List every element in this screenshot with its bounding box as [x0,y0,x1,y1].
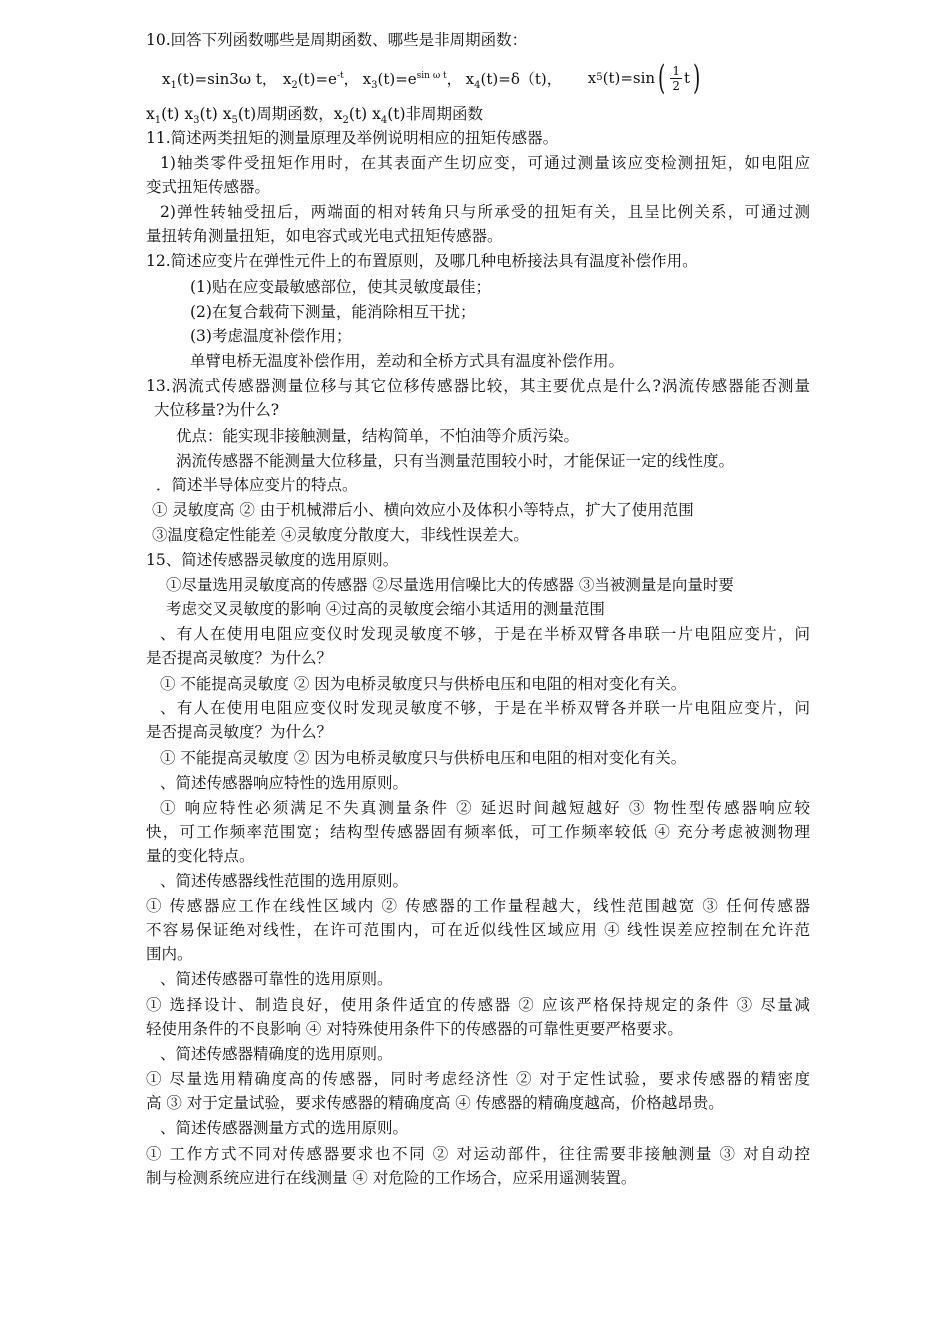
text-line: 、简述传感器可靠性的选用原则。 [160,970,393,988]
text-line: 是否提高灵敏度？为什么？ [146,723,333,741]
text-line: ① 尽量选用精确度高的传感器，同时考虑经济性 ② 对于定性试验，要求传感器的精密度 [146,1070,810,1088]
text-line: 不容易保证绝对线性，在许可范围内，可在近似线性区域应用 ④ 线性误差应控制在允许范 [146,921,810,939]
text-line: ① 不能提高灵敏度 ② 因为电桥灵敏度只与供桥电压和电阻的相对变化有关。 [160,675,687,693]
text-line: 制与检测系统应进行在线测量 ④ 对危险的工作场合，应采用遥测装置。 [146,1169,637,1187]
text-line: 、简述传感器精确度的选用原则。 [160,1045,393,1063]
text-line: 1)轴类零件受扭矩作用时，在其表面产生切应变，可通过测量该应变检测扭矩，如电阻应 [160,154,810,172]
text-line: 轻使用条件的不良影响 ④ 对特殊使用条件下的传感器的可靠性更要严格要求。 [146,1020,683,1038]
text-line: (2)在复合载荷下测量，能消除相互干扰； [190,303,476,321]
text-line: 是否提高灵敏度？为什么？ [146,649,333,667]
formula-x4: $x_4(t)=\delta(t)$， [465,69,562,91]
text-line: ．简述半导体应变片的特点。 [156,476,358,494]
text-line: (3)考虑温度补偿作用； [190,327,352,345]
formula-x3: $x_3(t)=e^{sin \omega t}$， [362,69,462,91]
question-10-formula [162,58,703,98]
text-line: 涡流传感器不能测量大位移量，只有当测量范围较小时，才能保证一定的线性度。 [176,452,735,470]
text-line: 量的变化特点。 [146,847,255,865]
formula-x5: x 5 (t)= sin ( $\frac{1}{2}$ t ) [587,58,701,98]
text-line: 、简述传感器测量方式的选用原则。 [160,1119,409,1137]
text-line: 2)弹性转轴受扭后，两端面的相对转角只与所承受的扭矩有关，且呈比例关系，可通过测 [160,203,810,221]
question-10-answer: $x_1(t)$ $x_3(t)$ $x_5(t)$周期函数，$x_2(t)$ $x_4(t)$非周期函数 [146,105,484,126]
text-line: 优点：能实现非接触测量，结构简单，不怕油等介质污染。 [176,427,580,445]
text-line: 大位移量?为什么? [154,401,280,419]
text-line: ① 灵敏度高 ② 由于机械滞后小、横向效应小及体积小等特点，扩大了使用范围 [152,501,694,519]
formula-x1: $x_1(t)=\sin 3\omega$ t， [162,69,277,91]
text-line: 12.简述应变片在弹性元件上的布置原则，及哪几种电桥接法具有温度补偿作用。 [146,252,698,270]
text-line: 考虑交叉灵敏度的影响 ④过高的灵敏度会缩小其适用的测量范围 [166,600,605,618]
text-line: 快，可工作频率范围宽；结构型传感器固有频率低，可工作频率较低 ④ 充分考虑被测物理 [146,823,810,841]
text-line: ① 传感器应工作在线性区域内 ② 传感器的工作量程越大，线性范围越宽 ③ 任何传感器 [146,897,810,915]
formula-x2: $x_2(t)=e^{-t}$， [282,69,359,91]
text-line: ③温度稳定性能差 ④灵敏度分散度大，非线性误差大。 [152,526,529,544]
text-line: ① 选择设计、制造良好，使用条件适宜的传感器 ② 应该严格保持规定的条件 ③ 尽量减 [146,996,810,1014]
text-line: 、有人在使用电阻应变仪时发现灵敏度不够，于是在半桥双臂各串联一片电阻应变片，问 [160,625,810,643]
text-line: ① 工作方式不同对传感器要求也不同 ② 对运动部件，往往需要非接触测量 ③ 对自动控 [146,1145,810,1163]
text-line: 15、简述传感器灵敏度的选用原则。 [146,551,399,569]
text-line: ①尽量选用灵敏度高的传感器 ②尽量选用信噪比大的传感器 ③当被测量是向量时要 [166,576,734,594]
text-line: 变式扭矩传感器。 [146,178,271,196]
text-line: 、有人在使用电阻应变仪时发现灵敏度不够，于是在半桥双臂各并联一片电阻应变片，问 [160,699,810,717]
text-line: 13.涡流式传感器测量位移与其它位移传感器比较，其主要优点是什么?涡流传感器能否测量 [146,377,810,395]
text-line: 高 ③ 对于定量试验，要求传感器的精确度高 ④ 传感器的精确度越高，价格越昂贵。 [146,1094,724,1112]
text-line: 11.简述两类扭矩的测量原理及举例说明相应的扭矩传感器。 [146,129,559,147]
text-line: (1)贴在应变最敏感部位，使其灵敏度最佳； [190,278,491,296]
text-line: ① 响应特性必须满足不失真测量条件 ② 延迟时间越短越好 ③ 物性型传感器响应较 [160,799,810,817]
text-line: 、简述传感器线性范围的选用原则。 [160,872,409,890]
text-line: ① 不能提高灵敏度 ② 因为电桥灵敏度只与供桥电压和电阻的相对变化有关。 [160,749,687,767]
text-line: 量扭转角测量扭矩，如电容式或光电式扭矩传感器。 [146,227,503,245]
text-line: 、简述传感器响应特性的选用原则。 [160,774,409,792]
text-line: 围内。 [146,945,193,963]
text-line: 单臂电桥无温度补偿作用，差动和全桥方式具有温度补偿作用。 [190,352,625,370]
question-10-title: 10.回答下列函数哪些是周期函数、哪些是非周期函数： [146,31,528,49]
